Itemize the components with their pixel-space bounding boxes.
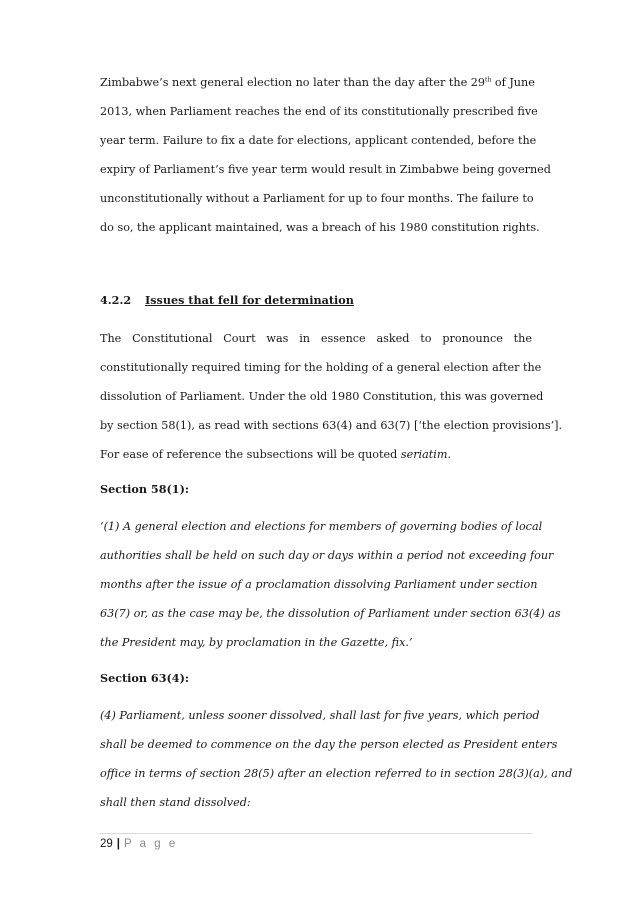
- heading-number: 4.2.2: [100, 293, 132, 307]
- heading-title: Issues that fell for determination: [145, 293, 354, 307]
- page-footer: [100, 838, 178, 850]
- text-line: year term. Failure to fix a date for elections, applicant contended, before the: [100, 134, 537, 147]
- section-63-4-label: Section 63(4):: [100, 671, 189, 685]
- page-label: P a g e: [124, 838, 178, 850]
- text-line: dissolution of Parliament. Under the old 1980 Constitution, this was governed: [100, 390, 544, 403]
- text-line: the President may, by proclamation in the Gazette, fix.’: [100, 636, 413, 649]
- footer-divider: [100, 833, 532, 834]
- page-number: 29: [100, 838, 113, 850]
- superscript: th: [485, 76, 492, 84]
- text-line: shall then stand dissolved:: [100, 796, 251, 809]
- text-line: expiry of Parliament’s five year term would result in Zimbabwe being governed: [100, 163, 551, 176]
- text-line: do so, the applicant maintained, was a breach of his 1980 constitution rights.: [100, 221, 540, 234]
- text-line: by section 58(1), as read with sections 63(4) and 63(7) [‘the election provisions’].: [100, 419, 563, 432]
- text-line: unconstitutionally without a Parliament for up to four months. The failure to: [100, 192, 534, 205]
- text-line: Zimbabwe’s next general election no later than the day after the 29th of June: [100, 76, 535, 89]
- footer-separator: |: [116, 838, 121, 850]
- text-line: months after the issue of a proclamation dissolving Parliament under section: [100, 578, 538, 591]
- italic-term: seriatim: [400, 448, 448, 461]
- text-line: For ease of reference the subsections will be quoted seriatim.: [100, 448, 452, 461]
- text-line: 2013, when Parliament reaches the end of its constitutionally prescribed five: [100, 105, 538, 118]
- section-58-1-label: Section 58(1):: [100, 482, 189, 496]
- text-line: ‘(1) A general election and elections for members of governing bodies of local: [100, 520, 543, 533]
- section-heading: [100, 293, 354, 307]
- text-line: shall be deemed to commence on the day the person elected as President enters: [100, 738, 558, 751]
- text-line: The Constitutional Court was in essence asked to pronounce the: [100, 332, 532, 345]
- text-line: office in terms of section 28(5) after an election referred to in section 28(3)(a), and: [100, 767, 573, 780]
- text-line: 63(7) or, as the case may be, the dissolution of Parliament under section 63(4) as: [100, 607, 561, 620]
- text-line: authorities shall be held on such day or days within a period not exceeding four: [100, 549, 554, 562]
- text-line: (4) Parliament, unless sooner dissolved, shall last for five years, which period: [100, 709, 540, 722]
- text-line: constitutionally required timing for the holding of a general election after the: [100, 361, 542, 374]
